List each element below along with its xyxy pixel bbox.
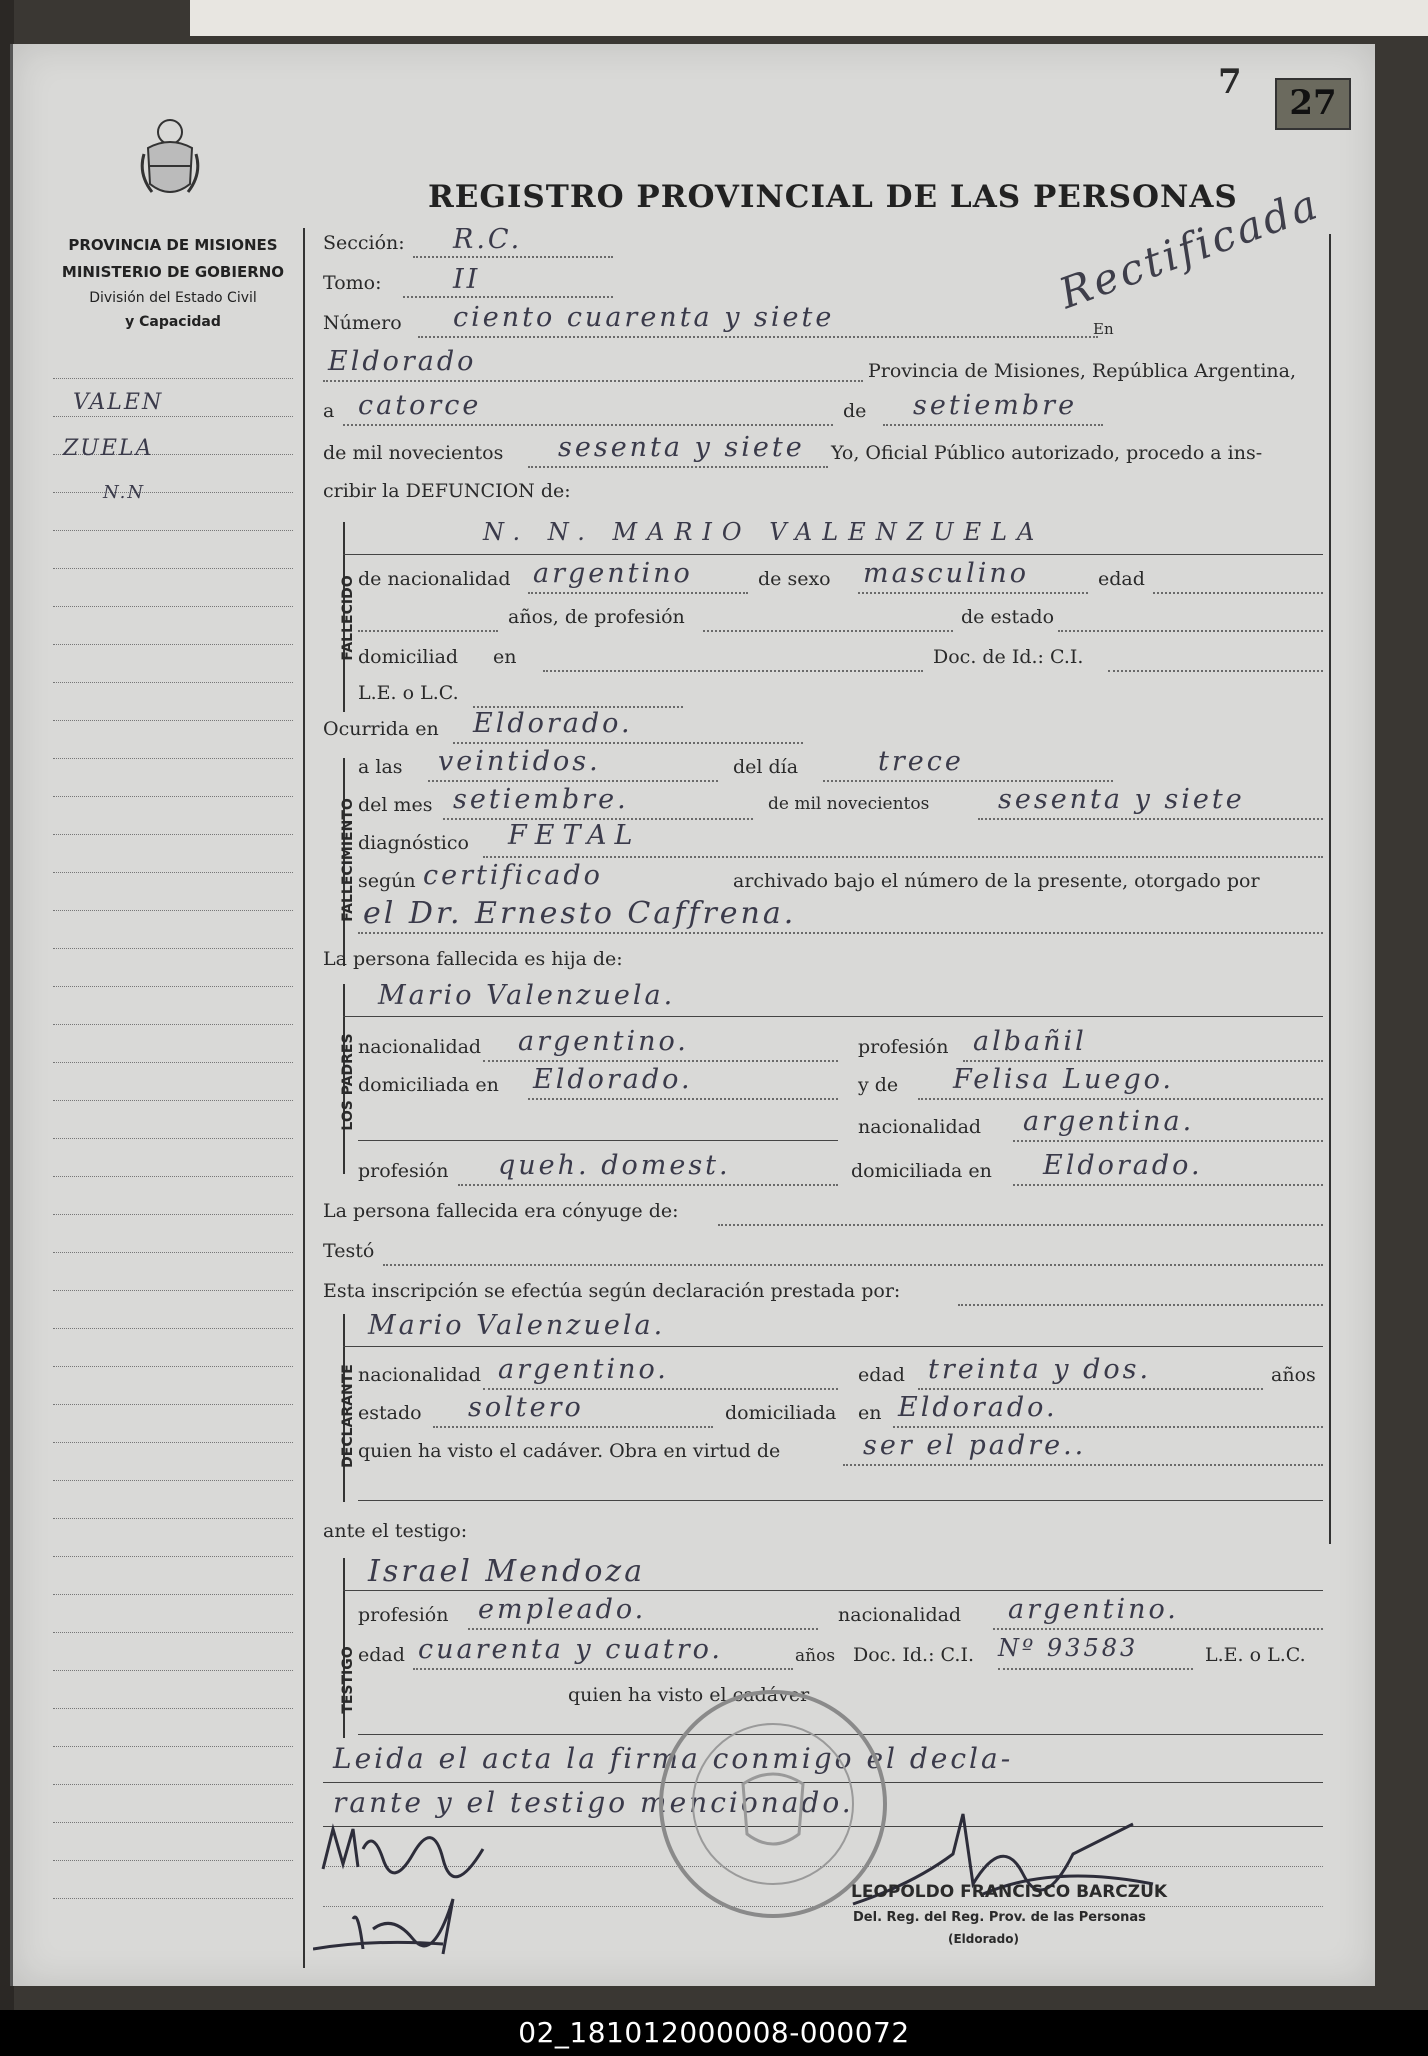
testigo-edad: cuarenta y cuatro.: [418, 1634, 723, 1665]
de-label: de: [843, 400, 867, 422]
margin-note-3: N.N: [103, 482, 146, 503]
padres-side-label: LOS PADRES: [340, 1033, 356, 1131]
padres-prof2-label: profesión: [358, 1160, 449, 1182]
fallecido-estado-label: de estado: [961, 606, 1055, 628]
fallecido-edad-label: edad: [1098, 568, 1145, 590]
margin-rule: [53, 1404, 293, 1405]
margin-rule: [53, 1328, 293, 1329]
image-caption: 02_181012000008-000072: [0, 2010, 1428, 2056]
fallecimiento-hora: veintidos.: [438, 746, 601, 777]
folio-stamp: [1275, 78, 1351, 130]
margin-rule: [53, 1062, 293, 1063]
declarante-visto-label: quien ha visto el cadáver. Obra en virtud de: [358, 1440, 781, 1462]
margin-rule: [53, 1594, 293, 1595]
numero-value: ciento cuarenta y siete: [453, 302, 835, 333]
declarante-nombre: Mario Valenzuela.: [368, 1310, 666, 1341]
margin-rule: [53, 1822, 293, 1823]
tomo-label: Tomo:: [323, 272, 382, 294]
provincia-label: Provincia de Misiones, República Argentina,: [868, 360, 1297, 382]
tomo-value: II: [453, 264, 481, 295]
margin-rule: [53, 1366, 293, 1367]
ocurrida-label: Ocurrida en: [323, 718, 439, 740]
padres-dom-label: domiciliada en: [358, 1074, 499, 1096]
declarante-anios-label: años: [1271, 1364, 1316, 1386]
margin-rule: [53, 568, 293, 569]
fallecimiento-side-label: FALLECIMIENTO: [340, 798, 356, 922]
padres-madre: Felisa Luego.: [953, 1064, 1174, 1095]
margin-rule: [53, 1632, 293, 1633]
padres-padre: Mario Valenzuela.: [378, 980, 676, 1011]
fallecido-en-label: en: [493, 646, 517, 668]
margin-rule: [53, 758, 293, 759]
fallecimiento-dia-label: del día: [733, 756, 799, 778]
padres-dom: Eldorado.: [533, 1064, 693, 1095]
margin-note-2: ZUELA: [63, 436, 154, 461]
fallecimiento-mes-label: del mes: [358, 794, 433, 816]
declarante-dom: Eldorado.: [898, 1392, 1058, 1423]
coat-of-arms-icon: [140, 114, 200, 204]
margin-rule: [53, 986, 293, 987]
margin-rule: [53, 872, 293, 873]
testigo-nombre: Israel Mendoza: [368, 1554, 646, 1589]
fallecido-le-label: L.E. o L.C.: [358, 682, 459, 704]
margin-rule: [53, 1860, 293, 1861]
margin-rule: [53, 1480, 293, 1481]
inscribir-label: cribir la DEFUNCION de:: [323, 480, 571, 502]
padres-yde-label: y de: [858, 1074, 899, 1096]
fallecimiento-alas-label: a las: [358, 756, 403, 778]
declarante-nac-label: nacionalidad: [358, 1364, 482, 1386]
folio-number: 27: [1289, 83, 1337, 123]
margin-rule: [53, 416, 293, 417]
official-place: (Eldorado): [948, 1932, 1019, 1946]
padres-nac-label: nacionalidad: [358, 1036, 482, 1058]
official-name: LEOPOLDO FRANCISCO BARCZUK: [851, 1882, 1168, 1902]
right-border: [1329, 234, 1331, 1544]
declarante-edad: treinta y dos.: [928, 1354, 1152, 1385]
testo-label: Testó: [323, 1240, 375, 1262]
padres-nac2-label: nacionalidad: [858, 1116, 982, 1138]
fallecimiento-mes: setiembre.: [453, 784, 629, 815]
fallecido-sexo-label: de sexo: [758, 568, 831, 590]
seccion-label: Sección:: [323, 232, 405, 254]
fallecimiento-archivado-label: archivado bajo el número de la presente, otorgado por: [733, 870, 1260, 892]
official-title: Del. Reg. del Reg. Prov. de las Personas: [853, 1910, 1146, 1925]
declarante-nac: argentino.: [498, 1354, 669, 1385]
next-page-edge: [190, 0, 1428, 36]
testigo-side-label: TESTIGO: [340, 1646, 356, 1714]
fallecido-sexo: masculino: [863, 558, 1029, 589]
office-line-4: y Capacidad: [125, 314, 221, 330]
dia-value: catorce: [358, 390, 482, 421]
margin-rule: [53, 1290, 293, 1291]
margin-rule: [53, 834, 293, 835]
register-page: [10, 44, 1375, 1986]
fallecido-domicilio-label: domiciliad: [358, 646, 459, 668]
page-title: REGISTRO PROVINCIAL DE LAS PERSONAS: [428, 179, 1238, 215]
testigo-anios-label: años: [795, 1646, 836, 1666]
testigo-doc-label: Doc. Id.: C.I.: [853, 1644, 974, 1666]
padres-prof2: queh. domest.: [498, 1150, 731, 1181]
padres-prof-label: profesión: [858, 1036, 949, 1058]
padres-prof: albañil: [973, 1026, 1087, 1057]
declarante-dom-label: domiciliada: [725, 1402, 837, 1424]
margin-note-1: VALEN: [73, 390, 164, 415]
margin-rule: [53, 606, 293, 607]
testigo-prof: empleado.: [478, 1594, 647, 1625]
declaracion-label: Esta inscripción se efectúa según declaración prestada por:: [323, 1280, 901, 1302]
margin-rule: [53, 492, 293, 493]
rectificada-annotation: Rectificada: [1052, 178, 1326, 319]
margin-rule: [53, 1252, 293, 1253]
fallecimiento-anio: sesenta y siete: [998, 784, 1245, 815]
padres-nac: argentino.: [518, 1026, 689, 1057]
fallecido-side-label: FALLECIDO: [340, 575, 356, 661]
ocurrida-value: Eldorado.: [473, 708, 633, 739]
margin-rule: [53, 1138, 293, 1139]
margin-rule: [53, 1898, 293, 1899]
testigo-intro-label: ante el testigo:: [323, 1520, 468, 1542]
declarante-estado-label: estado: [358, 1402, 422, 1424]
page-number: 7: [1218, 62, 1242, 102]
margin-rule: [53, 720, 293, 721]
a-label: a: [323, 400, 335, 422]
declarante-side-label: DECLARANTE: [340, 1364, 356, 1468]
conyuge-label: La persona fallecida era cónyuge de:: [323, 1200, 679, 1222]
margin-rule: [53, 1442, 293, 1443]
testigo-visto-label: quien ha visto el cadáver: [568, 1684, 810, 1706]
padres-nac2: argentina.: [1023, 1106, 1195, 1137]
padres-dom2: Eldorado.: [1043, 1150, 1203, 1181]
margin-rule: [53, 530, 293, 531]
mes-value: setiembre: [913, 390, 1078, 421]
oficial-label: Yo, Oficial Público autorizado, procedo a ins-: [831, 442, 1263, 464]
fallecimiento-diag: FETAL: [508, 820, 641, 851]
declarante-virtud: ser el padre..: [863, 1430, 1087, 1461]
testigo-doc: Nº 93583: [998, 1634, 1139, 1662]
leida-line-2: rante y el testigo mencionado.: [333, 1786, 854, 1819]
padres-dom2-label: domiciliada en: [851, 1160, 992, 1182]
fallecido-nac-label: de nacionalidad: [358, 568, 511, 590]
margin-rule: [53, 1518, 293, 1519]
margin-rule: [53, 378, 293, 379]
fallecimiento-medico: el Dr. Ernesto Caffrena.: [363, 896, 797, 931]
fallecimiento-segun-label: según: [358, 870, 416, 892]
office-line-3: División del Estado Civil: [89, 290, 257, 306]
lugar-value: Eldorado: [328, 346, 477, 377]
margin-rule: [53, 796, 293, 797]
margin-rule: [53, 1746, 293, 1747]
testigo-edad-label: edad: [358, 1644, 405, 1666]
fallecimiento-diag-label: diagnóstico: [358, 832, 469, 854]
office-line-2: MINISTERIO DE GOBIERNO: [61, 263, 285, 281]
margin-rule: [53, 1100, 293, 1101]
margin-rule: [53, 644, 293, 645]
declarante-estado: soltero: [468, 1392, 584, 1423]
margin-rule: [53, 1214, 293, 1215]
anio-value: sesenta y siete: [558, 432, 805, 463]
margin-rule: [53, 1670, 293, 1671]
margin-rule: [53, 1556, 293, 1557]
anio-label: de mil novecientos: [323, 442, 504, 464]
fallecido-nac: argentino: [533, 558, 693, 589]
margin-rule: [53, 1784, 293, 1785]
en-label: En: [1093, 320, 1114, 338]
fallecimiento-anio-label: de mil novecientos: [768, 794, 930, 814]
margin-rule: [53, 1024, 293, 1025]
margin-rule: [53, 1176, 293, 1177]
declarante-en-label: en: [858, 1402, 882, 1424]
seccion-value: R.C.: [453, 224, 523, 255]
fallecido-nombre: N. N. MARIO VALENZUELA: [483, 518, 1045, 546]
margin-rule: [53, 682, 293, 683]
margin-rule: [53, 910, 293, 911]
declarante-edad-label: edad: [858, 1364, 905, 1386]
testigo-prof-label: profesión: [358, 1604, 449, 1626]
fallecido-anios-label: años, de profesión: [508, 606, 685, 628]
testigo-le-label: L.E. o L.C.: [1205, 1644, 1306, 1666]
testigo-nac: argentino.: [1008, 1594, 1179, 1625]
hija-label: La persona fallecida es hija de:: [323, 948, 623, 970]
margin-divider: [303, 228, 305, 1968]
leida-line-1: Leida el acta la firma conmigo el decla-: [333, 1742, 1014, 1775]
fallecimiento-dia: trece: [878, 746, 964, 777]
margin-rule: [53, 1708, 293, 1709]
numero-label: Número: [323, 312, 402, 334]
fallecido-doc-label: Doc. de Id.: C.I.: [933, 646, 1084, 668]
testigo-nac-label: nacionalidad: [838, 1604, 962, 1626]
fallecimiento-segun: certificado: [423, 860, 603, 891]
office-line-1: PROVINCIA DE MISIONES: [68, 236, 278, 254]
margin-rule: [53, 948, 293, 949]
